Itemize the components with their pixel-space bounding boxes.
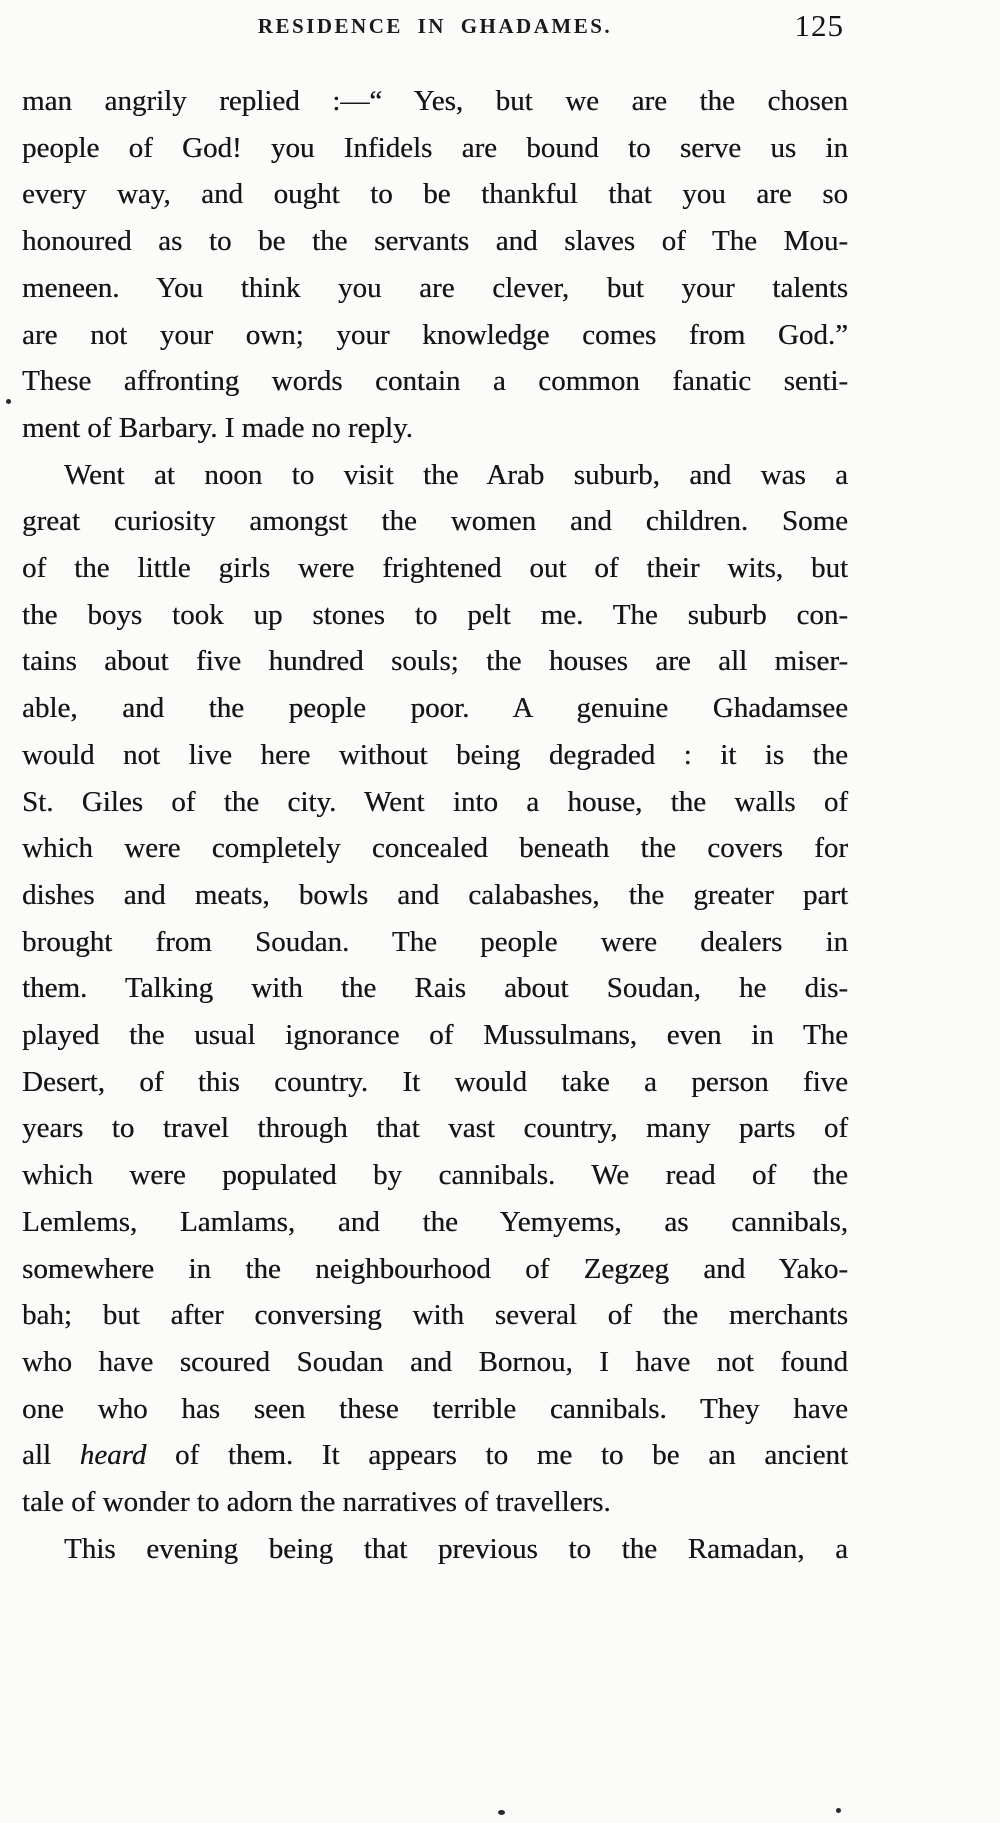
text-line: tale of wonder to adorn the narratives of travellers. xyxy=(22,1486,611,1519)
scan-artifact xyxy=(836,1808,841,1813)
page-number: 125 xyxy=(794,8,844,43)
text-line: every way, and ought to be thankful that you are so xyxy=(22,178,848,211)
paragraph xyxy=(22,1526,848,1573)
text-line: Went at noon to visit the Arab suburb, and was a xyxy=(64,458,848,491)
paragraph xyxy=(22,78,848,452)
text-line: Lemlems, Lamlams, and the Yemyems, as cannibals, xyxy=(22,1205,848,1238)
scan-artifact xyxy=(6,399,11,404)
scan-artifact xyxy=(498,1810,505,1815)
text-line: which were completely concealed beneath the covers for xyxy=(22,832,848,865)
text-line: somewhere in the neighbourhood of Zegzeg and Yako- xyxy=(22,1252,848,1285)
text-line: great curiosity amongst the women and children. Some xyxy=(22,505,848,538)
text-line: them. Talking with the Rais about Soudan, he dis- xyxy=(22,972,848,1005)
text-line: of the little girls were frightened out of their wits, but xyxy=(22,552,848,585)
text-line: brought from Soudan. The people were dealers in xyxy=(22,925,848,958)
text-line: people of God! you Infidels are bound to serve us in xyxy=(22,131,848,164)
running-title: RESIDENCE IN GHADAMES. xyxy=(257,14,613,38)
text-line: This evening being that previous to the Ramadan, a xyxy=(64,1532,848,1565)
paragraph xyxy=(22,452,848,1526)
text-line: who have scoured Soudan and Bornou, I have not found xyxy=(22,1345,848,1378)
text-line: one who has seen these terrible cannibals. They have xyxy=(22,1392,848,1425)
text-line: honoured as to be the servants and slaves of The Mou- xyxy=(22,225,848,258)
page-header xyxy=(22,8,848,48)
text-segment: of them. It appears to me to be an ancient xyxy=(146,1439,848,1472)
text-line: would not live here without being degraded : it is the xyxy=(22,738,848,771)
text-line: bah; but after conversing with several of the merchants xyxy=(22,1299,848,1332)
text-line xyxy=(22,1432,848,1479)
text-line: which were populated by cannibals. We read of the xyxy=(22,1159,848,1192)
text-line: meneen. You think you are clever, but your talents xyxy=(22,271,848,304)
text-line: played the usual ignorance of Mussulmans, even in The xyxy=(22,1019,848,1052)
page-body xyxy=(22,78,848,1573)
text-line: dishes and meats, bowls and calabashes, the greater part xyxy=(22,878,848,911)
italic-text: heard xyxy=(79,1439,147,1472)
text-line: Desert, of this country. It would take a person five xyxy=(22,1065,848,1098)
text-segment: all xyxy=(22,1439,80,1472)
text-line: St. Giles of the city. Went into a house, the walls of xyxy=(22,785,848,818)
text-line: able, and the people poor. A genuine Ghadamsee xyxy=(22,692,848,725)
text-line: tains about five hundred souls; the houses are all miser- xyxy=(22,645,848,678)
text-line: man angrily replied :—“ Yes, but we are the chosen xyxy=(22,85,848,117)
text-line: ment of Barbary. I made no reply. xyxy=(22,411,413,444)
text-line: These affronting words contain a common fanatic senti- xyxy=(22,365,848,398)
text-line: years to travel through that vast country, many parts of xyxy=(22,1112,848,1145)
text-line: are not your own; your knowledge comes from God.” xyxy=(22,318,848,351)
text-line: the boys took up stones to pelt me. The suburb con- xyxy=(22,598,848,631)
